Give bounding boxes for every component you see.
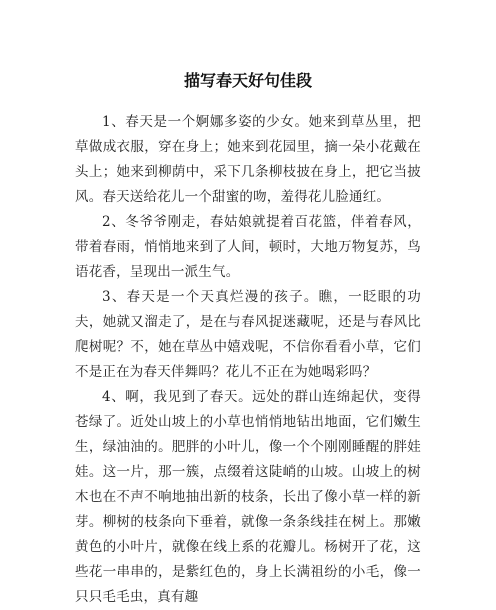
paragraph-1: 1、春天是一个婀娜多姿的少女。她来到草丛里，把草做成衣服，穿在身上；她来到花园里，摘一朵小花戴在头上；她来到柳荫中，采下几条柳枝披在身上，把它当披风。春天送给花儿一个甜蜜的吻，羞得花儿脸通红。 [75, 114, 421, 205]
document-title: 描写春天好句佳段 [183, 71, 312, 90]
paragraph-3: 3、春天是一个天真烂漫的孩子。瞧，一眨眼的功夫，她就又溜走了，是在与春风捉迷藏呢，还是与春风比爬树呢？不，她在草丛中嬉戏呢，不信你看看小草，它们不是正在为春天伴舞吗？花儿不正在为她喝彩吗？ [75, 289, 421, 380]
paragraph-2: 2、冬爷爷刚走，春姑娘就提着百花篮，伴着春风，带着春雨，悄悄地来到了人间，顿时，大地万物复苏，鸟语花香，呈现出一派生气。 [75, 214, 421, 280]
document-body [75, 110, 421, 610]
paragraph-4: 4、啊，我见到了春天。远处的群山连绵起伏，变得苍绿了。近处山坡上的小草也悄悄地钻出地面，它们嫩生生，绿油油的。肥胖的小叶儿，像一个个刚刚睡醒的胖娃娃。这一片，那一簇，点缀着这陡峭的山坡。山坡上的树木也在不声不响地抽出新的枝条，长出了像小草一样的新芽。柳树的枝条向下垂着，就像一条条线挂在树上。那嫩黄色的小叶片，就像在线上系的花瓣儿。杨树开了花，这些花一串串的，是紫红色的，身上长满祖纷的小毛，像一只只毛毛虫，真有趣 [75, 389, 421, 605]
